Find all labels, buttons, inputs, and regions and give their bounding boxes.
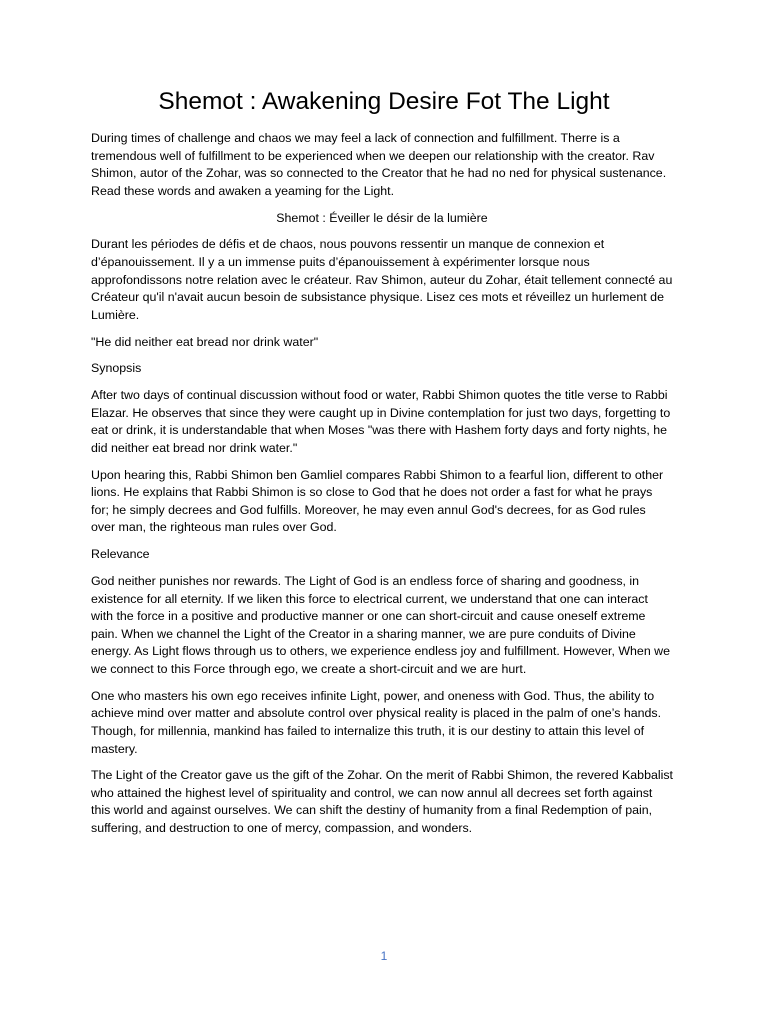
relevance-paragraph-3: The Light of the Creator gave us the gift of the Zohar. On the merit of Rabbi Shimon, the revered Kabbalist who attained the highest level of spirituality and control, we can now annul all decrees set forth against this world and against ourselves. We can shift the destiny of humanity from a final Redemption of pain, suffering, and destruction to one of mercy, compassion, and wonders. — [91, 768, 673, 836]
page-number: 1 — [380, 949, 388, 963]
relevance-paragraph-1: God neither punishes nor rewards. The Light of God is an endless force of sharing and goodness, in existence for all eternity. If we liken this force to electrical current, we understand that one can interact with the force in a positive and productive manner or one can short-circuit and cause oneself extreme pain. When we channel the Light of the Creator in a sharing manner, we are pure conduits of Divine energy. As Light flows through us to others, we experience endless joy and fulfillment. However, When we we connect to this Force through ego, we create a short-circuit and we are hurt. — [91, 573, 670, 676]
synopsis-paragraph-2: Upon hearing this, Rabbi Shimon ben Gamliel compares Rabbi Shimon to a fearful lion, different to other lions. He explains that Rabbi Shimon is so close to God that he does not order a fast for what he prays for; he simply decrees and God fulfills. Moreover, he may even annul God's decrees, for as God rules over man, the righteous man rules over God. — [91, 467, 664, 535]
french-paragraph: Durant les périodes de défis et de chaos, nous pouvons ressentir un manque de connexion et d’épanouissement. Il y a un immense puits d’épanouissement à expérimenter lorsque nous approfondissons notre relation avec le créateur. Rav Shimon, auteur du Zohar, était tellement connecté au Créateur qu'il n'avait aucun besoin de subsistance physique. Lisez ces mots et réveillez un hurlement de Lumière. — [91, 237, 673, 322]
quote-paragraph: "He did neither eat bread nor drink water" — [91, 334, 319, 349]
synopsis-heading: Synopsis — [91, 361, 142, 376]
french-subtitle: Shemot : Éveiller le désir de la lumière — [276, 210, 488, 225]
document-title: Shemot : Awakening Desire Fot The Light — [158, 88, 610, 115]
relevance-paragraph-2: One who masters his own ego receives infinite Light, power, and oneness with God. Thus, the ability to achieve mind over matter and absolute control over physical reality is placed in the palm of one’s hands. Though, for millennia, mankind has failed to internalize this truth, it is our destiny to attain this level of mastery. — [91, 688, 662, 756]
document-body — [91, 130, 673, 847]
synopsis-paragraph-1: After two days of continual discussion without food or water, Rabbi Shimon quotes the title verse to Rabbi Elazar. He observes that since they were caught up in Divine contemplation for just two days, forgetting to eat or drink, it is understandable that when Moses "was there with Hashem forty days and forty nights, he did neither eat bread nor drink water." — [91, 388, 671, 455]
intro-paragraph: During times of challenge and chaos we may feel a lack of connection and fulfillment. Therre is a tremendous well of fulfillment to be experienced when we deepen our relationship with the creator. Rav Shimon, autor of the Zohar, was so connected to the Creator that he had no ned for physical sustenance. Read these words and awaken a yeaming for the Light. — [91, 131, 667, 198]
relevance-heading: Relevance — [91, 547, 150, 562]
